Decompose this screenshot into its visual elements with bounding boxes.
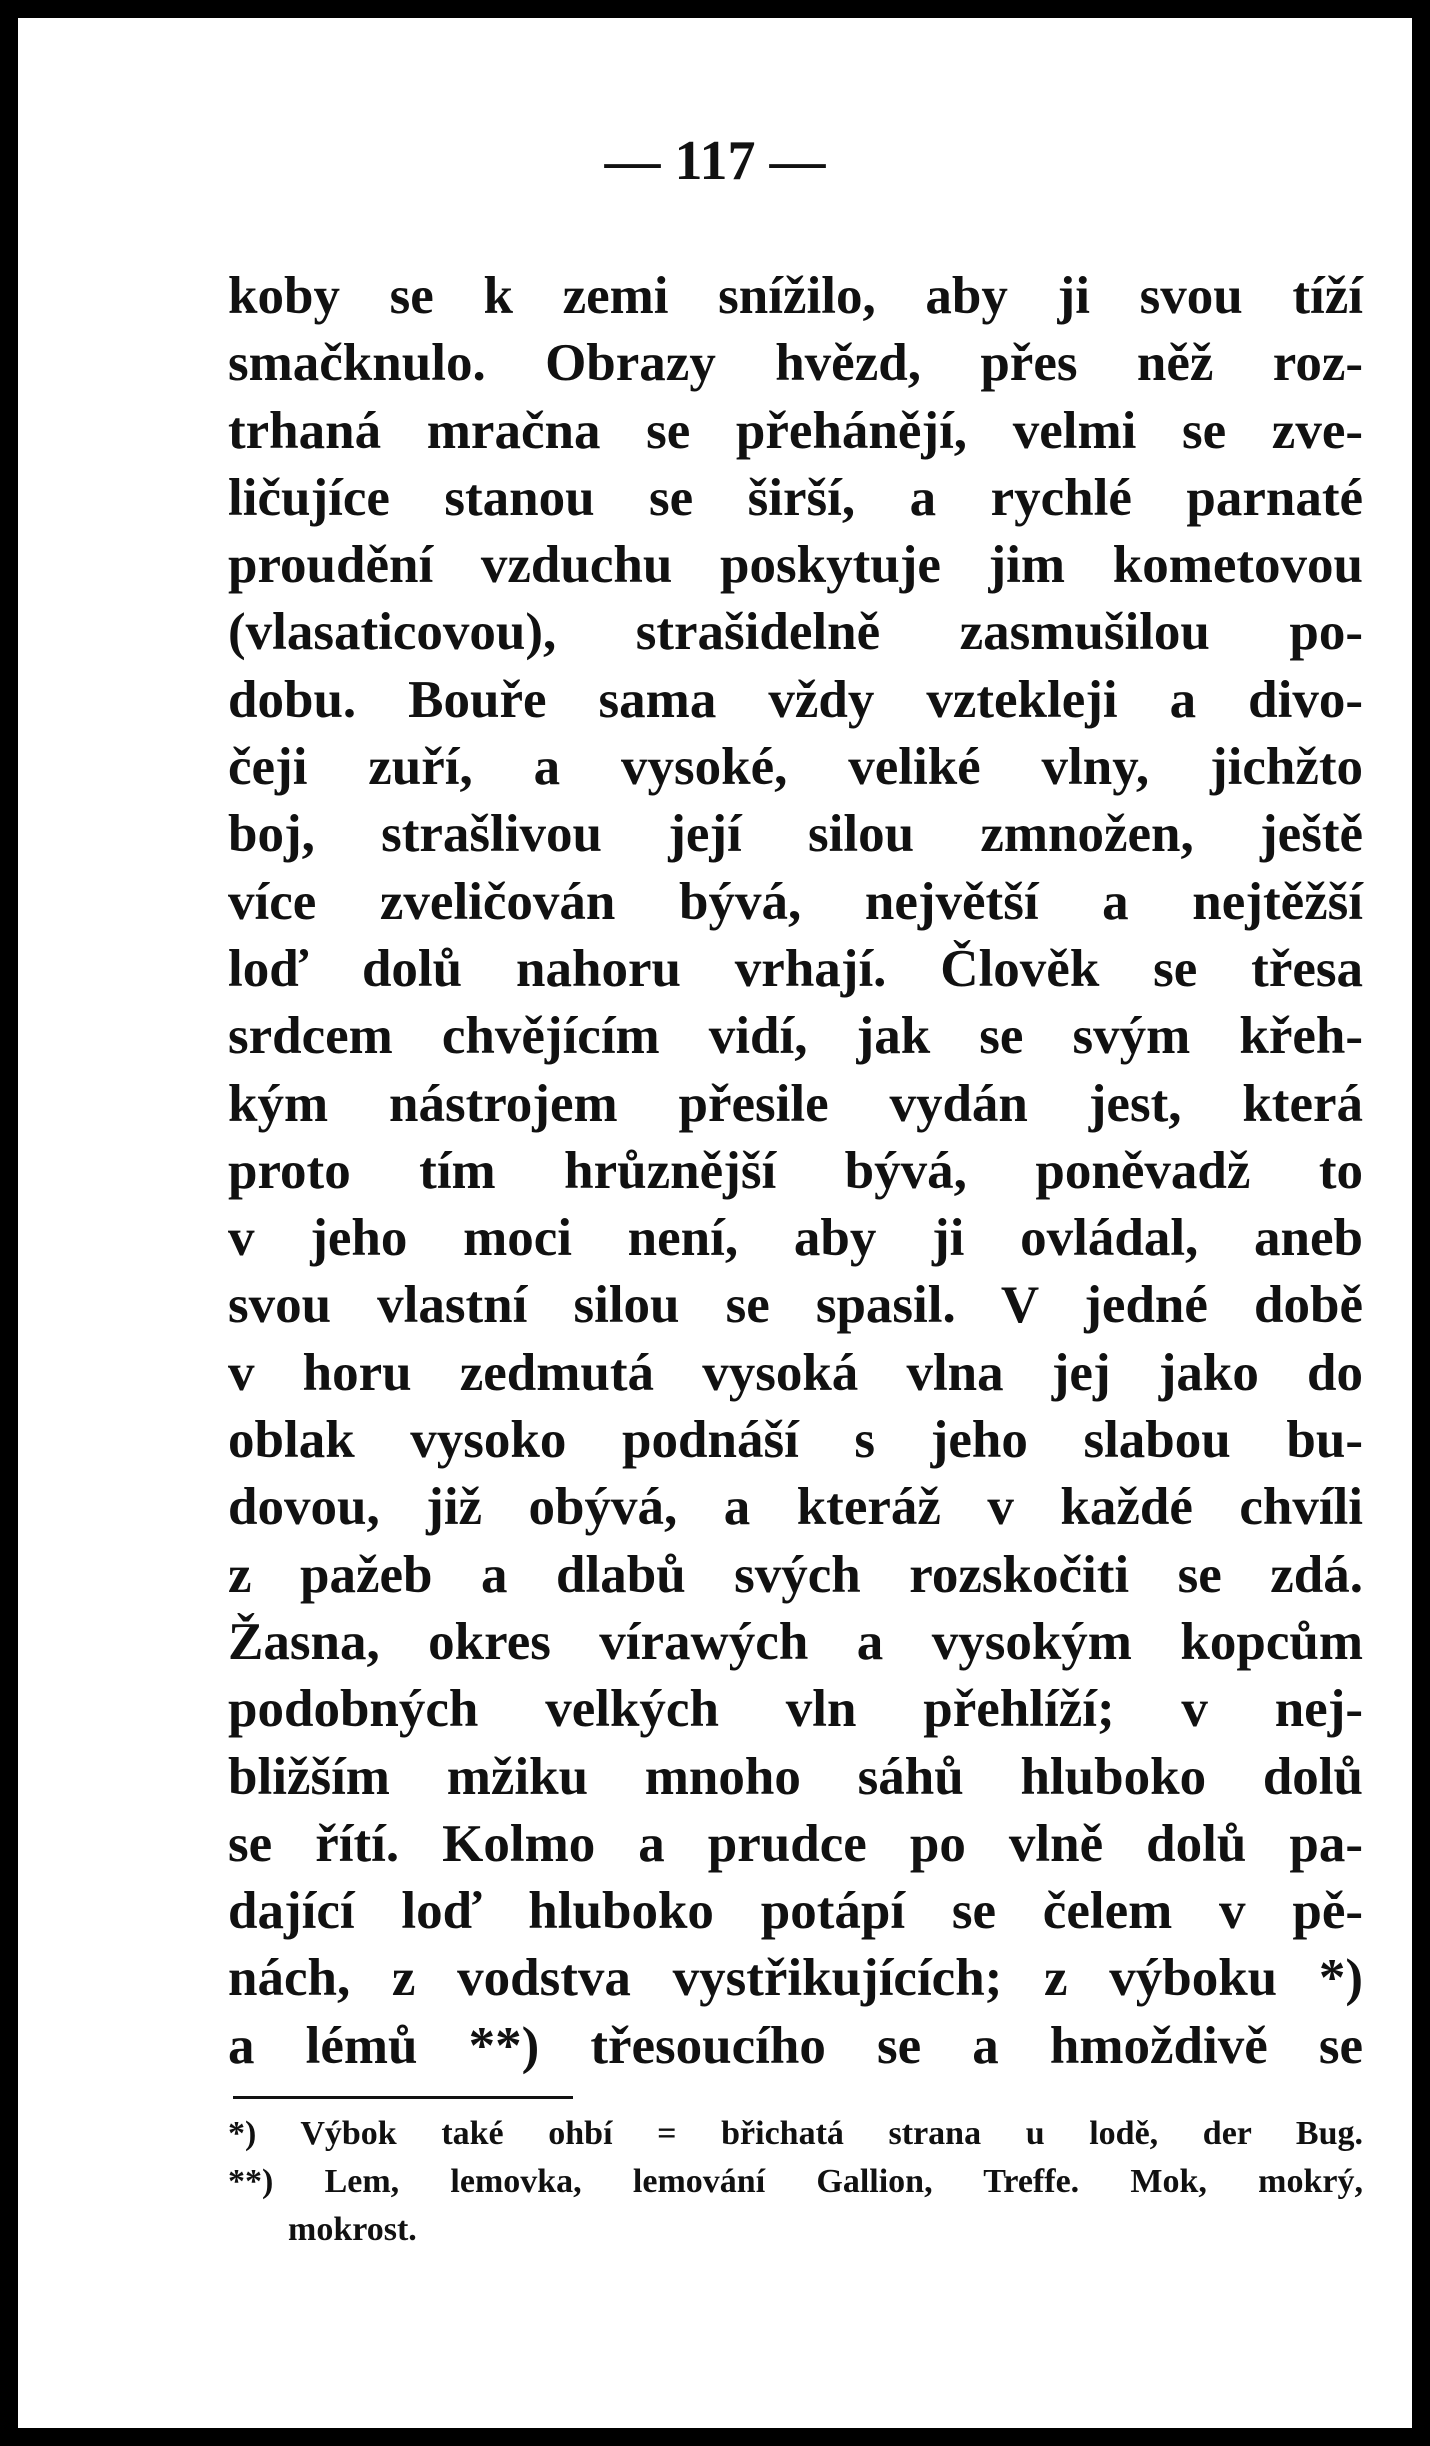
footnote-line: *) Výbok také ohbí = břichatá strana u lodě, der Bug. [228,2115,1363,2152]
book-page [18,18,1412,2428]
text-line: dající loď hluboko potápí se čelem v pě- [228,1882,1363,1941]
text-line: v jeho moci není, aby ji ovládal, aneb [228,1209,1363,1268]
text-line: koby se k zemi snížilo, aby ji svou tíží [228,267,1363,325]
text-line: proudění vzduchu poskytuje jim kometovou [228,536,1363,595]
text-line: Žasna, okres vírawých a vysokým kopcům [228,1612,1363,1671]
text-line: (vlasaticovou), strašidelně zasmušilou po- [228,603,1363,662]
text-line: proto tím hrůznější bývá, poněvadž to [228,1141,1363,1200]
footnote-divider [233,2096,573,2099]
footnotes [228,2110,1363,2254]
text-line: dobu. Bouře sama vždy vztekleji a divo- [228,670,1363,729]
text-line: bližším mžiku mnoho sáhů hluboko dolů [228,1747,1363,1806]
text-line: dovou, již obývá, a kteráž v každé chvíli [228,1478,1363,1537]
text-line: svou vlastní silou se spasil. V jedné době [228,1276,1363,1335]
text-line: smačknulo. Obrazy hvězd, přes něž roz- [228,334,1363,393]
text-line: v horu zedmutá vysoká vlna jej jako do [228,1343,1363,1402]
text-line: boj, strašlivou její silou zmnožen, ještě [228,805,1363,864]
text-line: z pažeb a dlabů svých rozskočiti se zdá. [228,1545,1363,1604]
text-line: ličujíce stanou se širší, a rychlé parnaté [228,468,1363,527]
text-line: nách, z vodstva vystřikujících; z výboku *) [228,1949,1363,2008]
page-number: — 117 — [604,130,826,192]
text-line: srdcem chvějícím vidí, jak se svým křeh- [228,1007,1363,1066]
text-line: oblak vysoko podnáší s jeho slabou bu- [228,1411,1363,1470]
text-line: čeji zuří, a vysoké, veliké vlny, jichžto [228,738,1363,797]
text-line: více zveličován bývá, největší a nejtěžší [228,872,1363,931]
footnote-line: mokrost. [288,2211,417,2248]
text-line: kým nástrojem přesile vydán jest, která [228,1074,1363,1133]
text-line: a lémů **) třesoucího se a hmoždivě se [228,2016,1363,2075]
text-line: trhaná mračna se přehánějí, velmi se zve- [228,401,1363,460]
text-line: loď dolů nahoru vrhají. Člověk se třesa [228,939,1363,998]
footnote-line: **) Lem, lemovka, lemování Gallion, Treffe. Mok, mokrý, [228,2163,1363,2200]
text-line: podobných velkých vln přehlíží; v nej- [228,1680,1363,1739]
text-line: se řítí. Kolmo a prudce po vlně dolů pa- [228,1814,1363,1873]
body-text [228,263,1363,2080]
